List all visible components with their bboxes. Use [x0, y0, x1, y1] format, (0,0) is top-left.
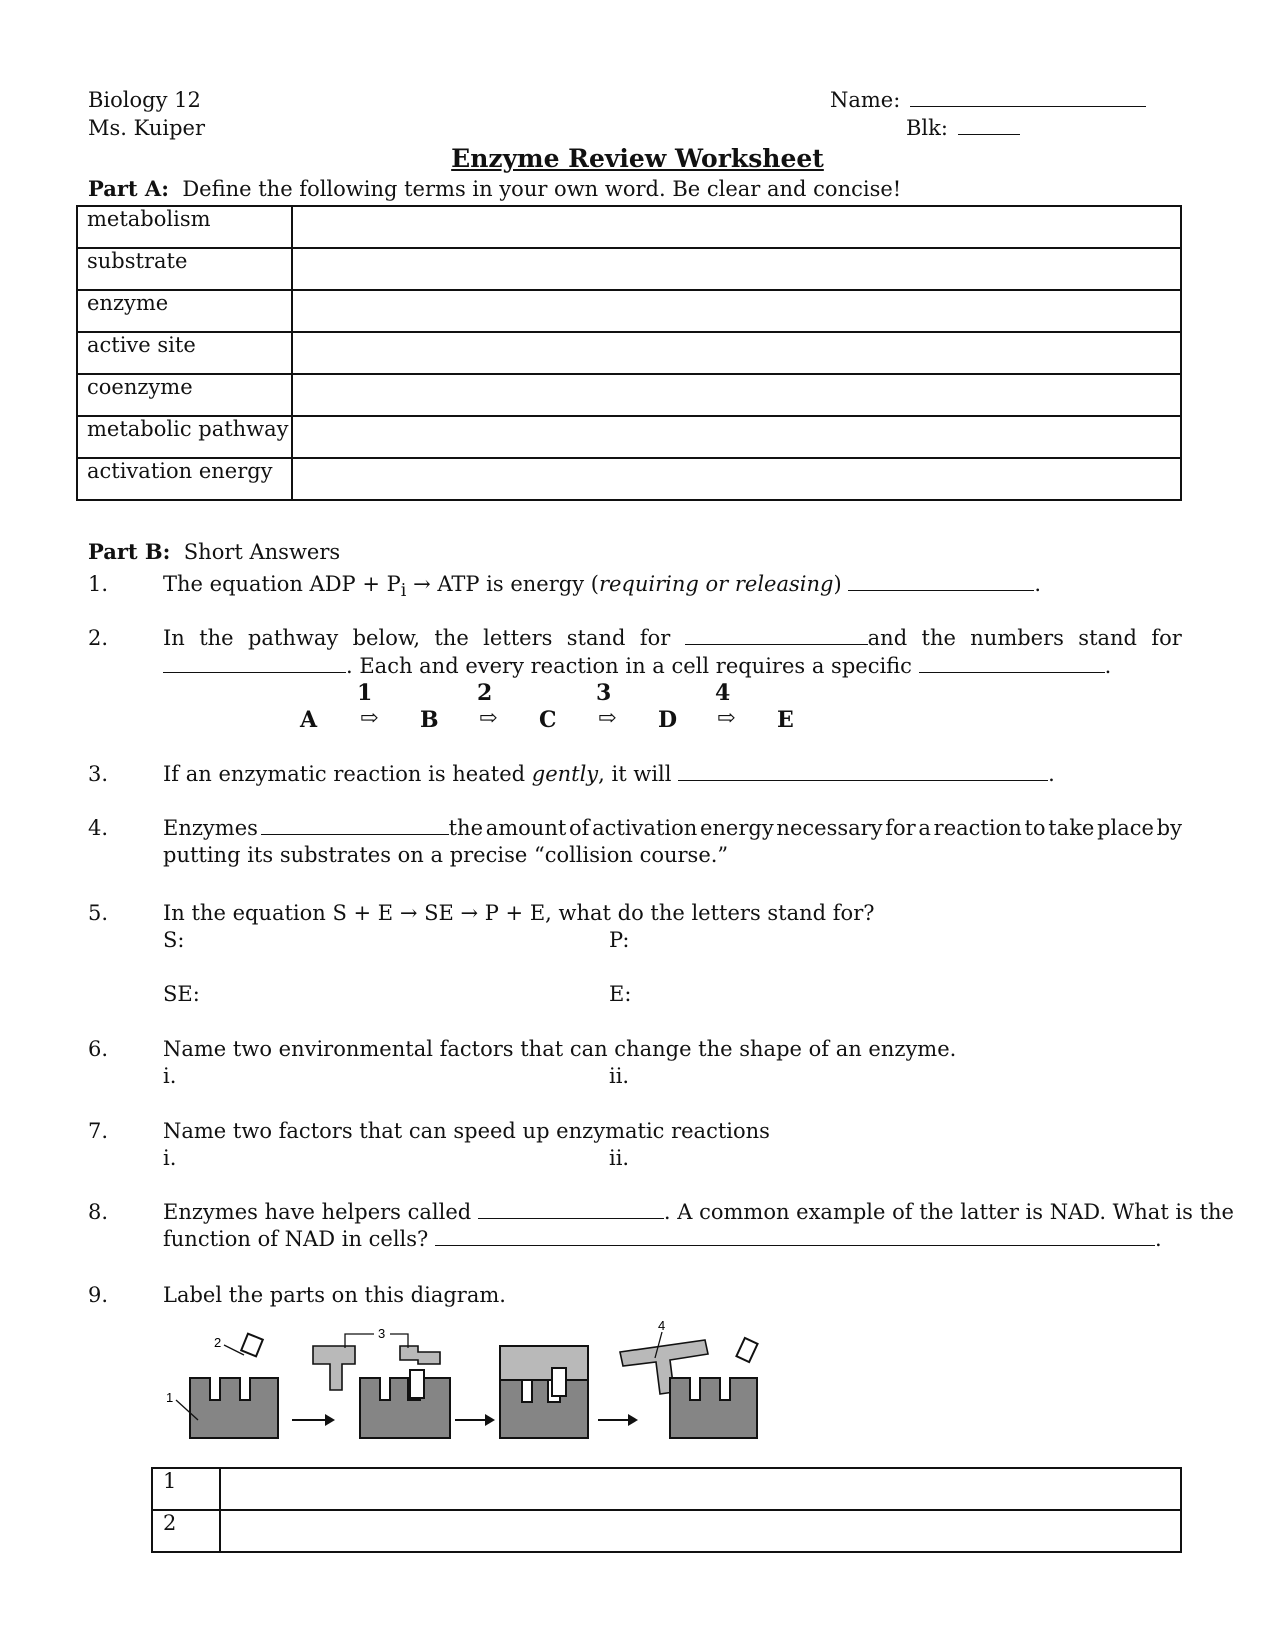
product-shape	[736, 1338, 757, 1362]
arrow-icon: ⇨	[717, 705, 736, 731]
q5-p-label: P:	[609, 928, 630, 952]
definition-cell[interactable]	[292, 374, 1181, 416]
q2-word: stand	[566, 626, 626, 650]
q4-word: amount	[485, 816, 567, 840]
diagram-label: 4	[658, 1318, 666, 1333]
definition-cell[interactable]	[292, 290, 1181, 332]
diagram-label-table	[151, 1467, 1182, 1553]
q4-number: 4.	[88, 816, 109, 840]
pathway-letter: B	[420, 707, 439, 733]
q4-word: energy	[699, 816, 774, 840]
diagram-label: 3	[378, 1326, 386, 1341]
pathway-letter: E	[777, 707, 794, 733]
arrow-icon: ⇨	[360, 705, 379, 731]
q2-word: In	[163, 626, 185, 650]
product-shape	[400, 1346, 440, 1364]
term-cell: metabolism	[77, 206, 292, 248]
arrow-icon: →	[413, 572, 431, 596]
substrate-shape	[410, 1370, 424, 1398]
q3-blank[interactable]	[678, 762, 1048, 781]
table-row	[77, 248, 1181, 290]
q4-line1	[163, 816, 1182, 840]
term-cell: metabolic pathway	[77, 416, 292, 458]
q2-line2	[163, 654, 1111, 678]
table-row	[77, 374, 1181, 416]
q8-line1	[163, 1200, 1234, 1224]
q4-word: a	[918, 816, 931, 840]
arrow-icon: ⇨	[598, 705, 617, 731]
table-row	[152, 1510, 1181, 1552]
definition-cell[interactable]	[292, 206, 1181, 248]
q2-word: the	[434, 626, 469, 650]
q9-number: 9.	[88, 1283, 109, 1307]
q8-line2	[163, 1227, 1162, 1251]
q6-text: Name two environmental factors that can change the shape of an enzyme.	[163, 1037, 957, 1061]
q2-line2-mid: . Each and every reaction in a cell requires a specific	[346, 654, 912, 678]
q7-number: 7.	[88, 1119, 109, 1143]
part-b-label: Part B:	[88, 539, 171, 564]
q1-sub: i	[400, 581, 407, 602]
coenzyme-shape	[313, 1346, 355, 1390]
pathway-number: 2	[477, 680, 493, 706]
teacher-label: Ms. Kuiper	[88, 116, 206, 140]
q1-text	[163, 572, 1041, 601]
term-cell: activation energy	[77, 458, 292, 500]
q4-line2: putting its substrates on a precise “collision course.”	[163, 843, 729, 867]
q4-word: take	[1048, 816, 1095, 840]
table-row	[77, 458, 1181, 500]
q8-blank[interactable]	[478, 1200, 664, 1219]
q3-post: , it will	[598, 762, 672, 786]
definition-cell[interactable]	[292, 332, 1181, 374]
q2-blank-numbers[interactable]	[163, 654, 346, 673]
q3-italic: gently	[531, 762, 599, 786]
q6-ii-label: ii.	[609, 1064, 630, 1088]
q2-line1	[163, 626, 1182, 650]
q1-end: .	[1034, 572, 1042, 596]
coenzyme-shape	[620, 1340, 708, 1394]
q9-text: Label the parts on this diagram.	[163, 1283, 506, 1307]
q7-i-label: i.	[163, 1146, 177, 1170]
label-answer-cell[interactable]	[220, 1468, 1181, 1510]
block-blank[interactable]	[958, 116, 1020, 140]
q4-word: by	[1156, 816, 1182, 840]
definition-cell[interactable]	[292, 248, 1181, 290]
q2-blank-letters[interactable]	[685, 626, 908, 650]
name-blank[interactable]	[910, 88, 1146, 112]
enzyme-shape	[190, 1378, 278, 1438]
q3-end: .	[1048, 762, 1055, 786]
part-a-label: Part A:	[88, 176, 169, 201]
q5-s-label: S:	[163, 928, 185, 952]
arrow-icon: ⇨	[479, 705, 498, 731]
q4-word: activation	[592, 816, 698, 840]
name-label: Name:	[830, 88, 901, 112]
q4-word: for	[885, 816, 916, 840]
q1-number: 1.	[88, 572, 109, 596]
table-row	[77, 416, 1181, 458]
q2-line2-end: .	[1104, 654, 1112, 678]
q2-word: below,	[352, 626, 420, 650]
q4-word: necessary	[776, 816, 883, 840]
pathway-letter: C	[539, 707, 557, 733]
q8-mid: . A common example of the latter is NAD. What is the	[663, 1200, 1234, 1224]
q7-text: Name two factors that can speed up enzymatic reactions	[163, 1119, 770, 1143]
q1-mid: ATP is energy (	[430, 572, 599, 596]
q3-text	[163, 762, 1055, 786]
substrate-shape	[241, 1334, 263, 1357]
label-answer-cell[interactable]	[220, 1510, 1181, 1552]
table-row	[77, 290, 1181, 332]
part-b-heading	[88, 539, 340, 564]
q2-word: for	[639, 626, 671, 650]
diagram-label: 1	[166, 1390, 174, 1405]
enzyme-shape	[670, 1378, 757, 1438]
q2-word: stand	[1078, 626, 1138, 650]
q1-post: )	[833, 572, 842, 596]
page-title: Enzyme Review Worksheet	[451, 144, 824, 173]
q8-blank-function[interactable]	[435, 1227, 1155, 1246]
substrate-shape	[552, 1368, 566, 1396]
q4-word: Enzymes	[163, 816, 258, 840]
q3-number: 3.	[88, 762, 109, 786]
term-cell: coenzyme	[77, 374, 292, 416]
q2-word: pathway	[247, 626, 339, 650]
q5-text: In the equation S + E → SE → P + E, what do the letters stand for?	[163, 901, 875, 925]
pathway-number: 1	[357, 680, 373, 706]
q4-word: the	[448, 816, 484, 840]
label-number: 2	[152, 1510, 220, 1552]
term-cell: active site	[77, 332, 292, 374]
q6-number: 6.	[88, 1037, 109, 1061]
block-label: Blk:	[906, 116, 948, 140]
enzyme-diagram	[150, 1318, 810, 1448]
q5-number: 5.	[88, 901, 109, 925]
term-cell: enzyme	[77, 290, 292, 332]
complex-top	[500, 1346, 588, 1380]
q4-word: to	[1024, 816, 1046, 840]
arrow-head	[628, 1414, 638, 1426]
q4-word: reaction	[933, 816, 1022, 840]
q2-word: letters	[483, 626, 553, 650]
arrow-head	[485, 1414, 495, 1426]
part-a-heading	[88, 176, 901, 201]
q2-word: numbers	[970, 626, 1064, 650]
q8-end: .	[1155, 1227, 1162, 1251]
definitions-table	[76, 205, 1182, 501]
pathway-letter: D	[658, 707, 678, 733]
q2-word: and	[867, 626, 908, 650]
table-row	[77, 332, 1181, 374]
definition-cell[interactable]	[292, 416, 1181, 458]
pathway-number: 4	[715, 680, 731, 706]
q2-word: for	[1151, 626, 1182, 650]
pathway-letter: A	[300, 707, 318, 733]
q2-word: the	[921, 626, 956, 650]
arrow-head	[325, 1414, 335, 1426]
enzyme-shape	[360, 1378, 450, 1438]
course-label: Biology 12	[88, 88, 201, 112]
q2-number: 2.	[88, 626, 109, 650]
q8-number: 8.	[88, 1200, 109, 1224]
definition-cell[interactable]	[292, 458, 1181, 500]
q1-pre: The equation ADP + P	[163, 572, 401, 596]
part-b-title: Short Answers	[183, 540, 341, 564]
q1-blank[interactable]	[848, 572, 1034, 591]
table-row	[152, 1468, 1181, 1510]
q6-i-label: i.	[163, 1064, 177, 1088]
enzyme-shape	[500, 1380, 588, 1438]
part-a-instructions: Define the following terms in your own word. Be clear and concise!	[182, 177, 902, 201]
q2-word: the	[199, 626, 234, 650]
q5-e-label: E:	[609, 982, 632, 1006]
q8-line2-text: function of NAD in cells?	[163, 1227, 429, 1251]
q2-blank-specific[interactable]	[919, 654, 1105, 673]
q8-pre: Enzymes have helpers called	[163, 1200, 472, 1224]
q7-ii-label: ii.	[609, 1146, 630, 1170]
q3-pre: If an enzymatic reaction is heated	[163, 762, 532, 786]
q5-se-label: SE:	[163, 982, 200, 1006]
term-cell: substrate	[77, 248, 292, 290]
diagram-label: 2	[214, 1335, 222, 1350]
label-number: 1	[152, 1468, 220, 1510]
q4-word: of	[569, 816, 590, 840]
q4-blank[interactable]	[261, 816, 483, 840]
q1-italic: requiring or releasing	[598, 572, 834, 596]
q4-word: place	[1097, 816, 1154, 840]
table-row	[77, 206, 1181, 248]
pathway-number: 3	[596, 680, 612, 706]
